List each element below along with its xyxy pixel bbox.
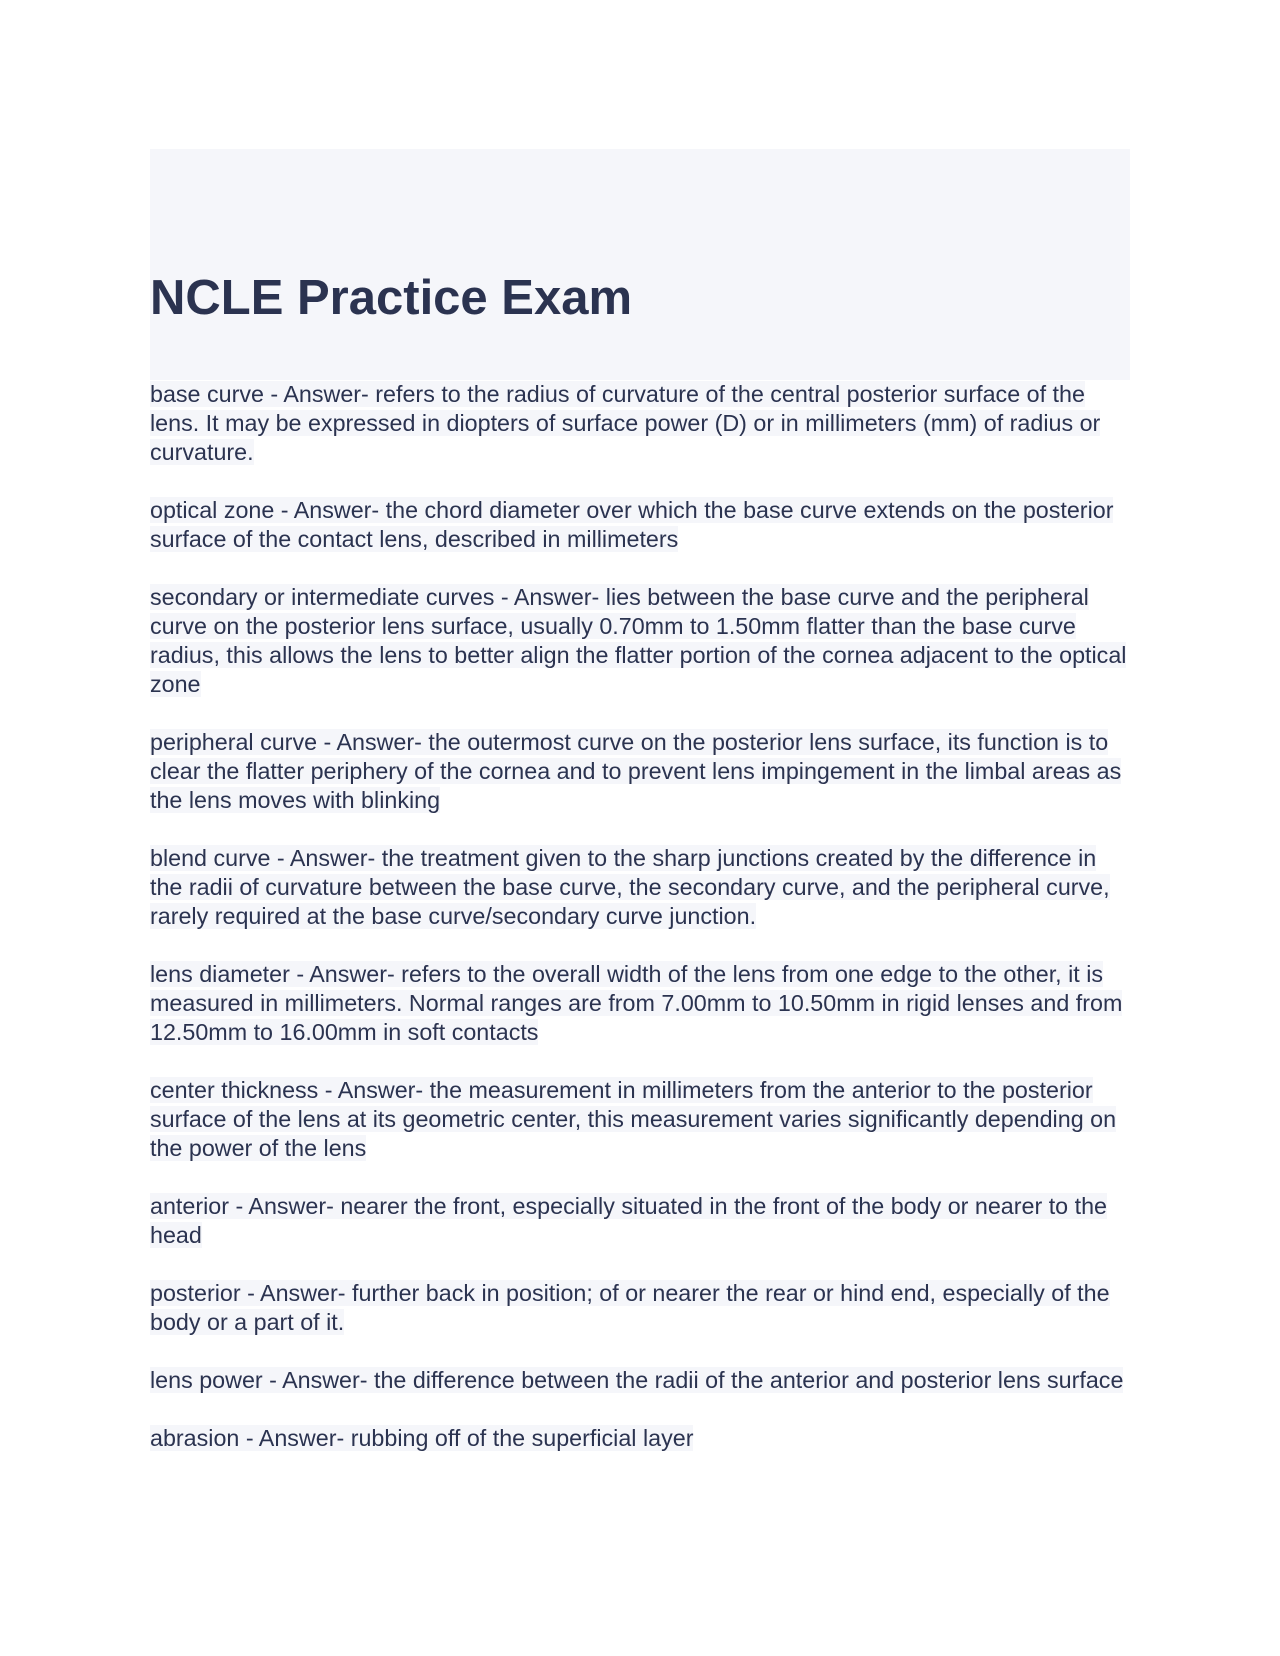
- entry-secondary-curves: [150, 583, 1130, 699]
- entry-text: blend curve - Answer- the treatment given to the sharp junctions created by the difference in the radii of curvature between the base curve, the secondary curve, and the peripheral curve, rarely required at the base curve/secondary curve junction.: [150, 845, 1110, 929]
- entry-text: peripheral curve - Answer- the outermost curve on the posterior lens surface, its function is to clear the flatter periphery of the cornea and to prevent lens impingement in the limbal areas as the lens moves with blinking: [150, 729, 1122, 813]
- document-page: [150, 149, 1130, 1482]
- entry-text: secondary or intermediate curves - Answer- lies between the base curve and the peripheral curve on the posterior lens surface, usually 0.70mm to 1.50mm flatter than the base curve radius, this allows the lens to better align the flatter portion of the cornea adjacent to the optical zone: [150, 584, 1127, 697]
- entry-anterior: [150, 1192, 1130, 1250]
- entry-lens-diameter: [150, 960, 1130, 1047]
- entry-text: posterior - Answer- further back in position; of or nearer the rear or hind end, especially of the body or a part of it.: [150, 1280, 1110, 1335]
- entry-optical-zone: [150, 496, 1130, 554]
- entry-text: optical zone - Answer- the chord diameter over which the base curve extends on the posterior surface of the contact lens, described in millimeters: [150, 497, 1114, 552]
- entry-center-thickness: [150, 1076, 1130, 1163]
- entry-peripheral-curve: [150, 728, 1130, 815]
- document-title: NCLE Practice Exam: [150, 270, 633, 325]
- entry-text: lens power - Answer- the difference between the radii of the anterior and posterior lens surface: [150, 1367, 1124, 1393]
- title-block: [150, 149, 1130, 380]
- entry-list: [150, 380, 1130, 1453]
- entry-posterior: [150, 1279, 1130, 1337]
- entry-lens-power: [150, 1366, 1130, 1395]
- entry-abrasion: [150, 1424, 1130, 1453]
- entry-blend-curve: [150, 844, 1130, 931]
- entry-text: lens diameter - Answer- refers to the overall width of the lens from one edge to the other, it is measured in millimeters. Normal ranges are from 7.00mm to 10.50mm in rigid lenses and from 12.50mm to 16.00mm in soft contacts: [150, 961, 1123, 1045]
- entry-text: center thickness - Answer- the measurement in millimeters from the anterior to the posterior surface of the lens at its geometric center, this measurement varies significantly depending on the power of the lens: [150, 1077, 1117, 1161]
- entry-base-curve: [150, 380, 1130, 467]
- entry-text: abrasion - Answer- rubbing off of the superficial layer: [150, 1425, 694, 1451]
- entry-text: anterior - Answer- nearer the front, especially situated in the front of the body or nearer to the head: [150, 1193, 1107, 1248]
- entry-text: base curve - Answer- refers to the radius of curvature of the central posterior surface of the lens. It may be expressed in diopters of surface power (D) or in millimeters (mm) of radius or curvature.: [150, 381, 1101, 465]
